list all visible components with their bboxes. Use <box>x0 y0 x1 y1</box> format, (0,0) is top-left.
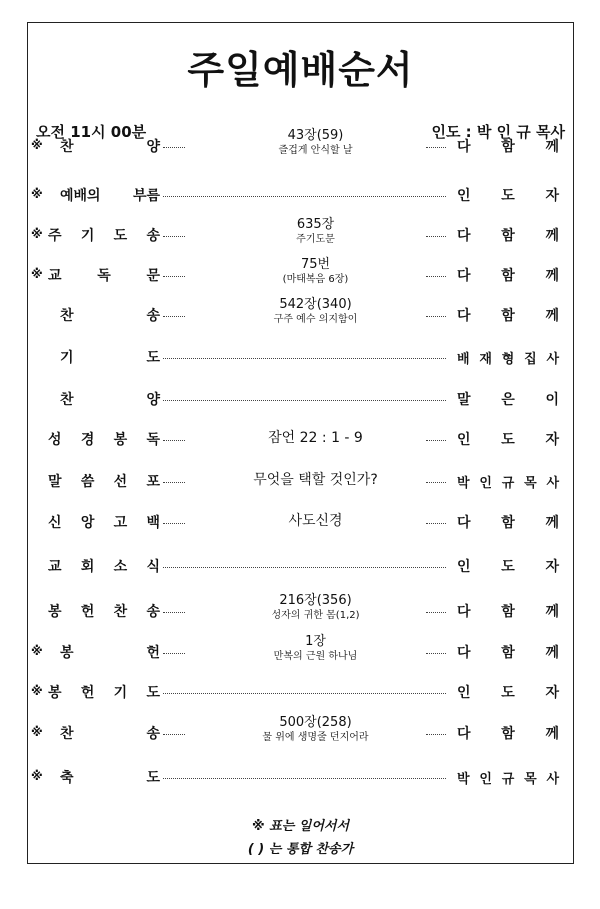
item-performer <box>457 429 559 449</box>
item-detail-main: 잠언 22 : 1 - 9 <box>268 430 363 446</box>
item-label-part: 송 <box>146 604 160 620</box>
item-performer-part: 도 <box>501 559 515 575</box>
item-label <box>48 429 160 449</box>
item-label-part: 도 <box>146 685 160 701</box>
item-label-part: 부름 <box>132 188 160 204</box>
item-performer <box>457 347 559 367</box>
item-detail-main: 500장(258) <box>279 715 352 730</box>
item-label-part: 송 <box>146 228 160 244</box>
item-label-part: 독 <box>146 432 160 448</box>
dotted-leader <box>163 693 446 694</box>
item-performer <box>457 471 559 491</box>
item-performer-part: 인 <box>479 475 492 491</box>
standing-mark: ※ <box>31 684 43 698</box>
item-label <box>60 305 160 325</box>
item-performer-part: 사 <box>546 475 559 491</box>
item-detail-main: 43장(59) <box>287 128 344 143</box>
standing-mark: ※ <box>31 267 43 281</box>
item-detail <box>188 430 443 446</box>
dotted-leader <box>163 612 185 613</box>
item-label-part: 봉 <box>48 604 62 620</box>
footer-note-hymnal: ( ) 는 통합 찬송가 <box>247 842 354 857</box>
item-detail-main: 635장 <box>296 217 335 232</box>
item-label-part: 찬 <box>60 392 74 408</box>
item-performer-part: 인 <box>457 685 471 701</box>
item-performer <box>457 601 559 621</box>
item-label <box>60 767 160 787</box>
item-label-part: 봉 <box>48 685 62 701</box>
item-detail <box>188 257 443 286</box>
item-detail-sub: (마태복음 6장) <box>282 274 349 285</box>
item-label-part: 교 <box>48 559 62 575</box>
item-performer-part: 도 <box>501 188 515 204</box>
item-performer-part: 자 <box>545 685 559 701</box>
item-performer-part: 께 <box>545 228 559 244</box>
item-performer-part: 함 <box>501 604 515 620</box>
item-label <box>60 136 160 156</box>
item-label-part: 문 <box>146 268 160 284</box>
item-performer <box>457 767 559 787</box>
item-label-part: 도 <box>146 770 160 786</box>
item-performer-part: 함 <box>501 515 515 531</box>
item-detail-main: 216장(356) <box>279 593 352 608</box>
item-performer-part: 함 <box>501 308 515 324</box>
list-item <box>28 389 573 409</box>
item-performer <box>457 185 559 205</box>
item-label-part: 신 <box>48 515 62 531</box>
item-performer <box>457 225 559 245</box>
dotted-leader <box>163 196 446 197</box>
item-label <box>48 225 160 245</box>
item-performer <box>457 556 559 576</box>
item-performer-part: 다 <box>457 228 471 244</box>
item-label <box>48 601 160 621</box>
item-detail-sub: 구주 예수 의지함이 <box>273 314 358 325</box>
standing-mark: ※ <box>31 769 43 783</box>
item-label-part: 봉 <box>60 645 74 661</box>
list-item <box>28 217 573 245</box>
item-detail <box>188 217 443 246</box>
item-performer-part: 다 <box>457 645 471 661</box>
dotted-leader <box>163 778 446 779</box>
dotted-leader <box>163 236 185 237</box>
dotted-leader <box>163 523 185 524</box>
item-detail-sub: 성자의 귀한 몸(1,2) <box>271 610 360 621</box>
item-detail-sub: 즐겁게 안식할 날 <box>278 145 353 156</box>
item-performer-part: 은 <box>501 392 515 408</box>
dotted-leader <box>163 316 185 317</box>
item-performer-part: 께 <box>545 308 559 324</box>
item-performer-part: 함 <box>501 268 515 284</box>
list-item <box>28 634 573 662</box>
item-detail <box>188 297 443 326</box>
item-label-part: 양 <box>146 392 160 408</box>
item-detail-main: 542장(340) <box>279 297 352 312</box>
item-performer <box>457 389 559 409</box>
item-label-part: 고 <box>113 515 128 531</box>
list-item <box>28 347 573 367</box>
page-title: 주일예배순서 <box>187 48 414 92</box>
item-label-part: 송 <box>146 308 160 324</box>
item-performer <box>457 305 559 325</box>
item-performer <box>457 512 559 532</box>
item-detail <box>188 634 443 663</box>
list-item <box>28 556 573 576</box>
item-label-part: 선 <box>113 474 128 490</box>
footer-note-standing: ※ 표는 일어서서 <box>251 819 350 834</box>
standing-mark: ※ <box>31 227 43 241</box>
item-label <box>60 185 160 205</box>
list-item <box>28 715 573 743</box>
item-performer-part: 재 <box>479 351 492 367</box>
item-detail <box>188 593 443 622</box>
standing-mark: ※ <box>31 187 43 201</box>
item-performer-part: 함 <box>501 645 515 661</box>
item-label-part: 도 <box>113 228 128 244</box>
item-performer-part: 께 <box>545 139 559 155</box>
item-performer <box>457 682 559 702</box>
item-label-part: 독 <box>97 268 111 284</box>
item-detail <box>188 128 443 157</box>
item-performer-part: 함 <box>501 139 515 155</box>
item-label-part: 봉 <box>113 432 128 448</box>
item-performer <box>457 723 559 743</box>
item-detail-sub: 물 위에 생명줄 던지어라 <box>262 732 369 743</box>
item-performer-part: 다 <box>457 268 471 284</box>
item-performer-part: 도 <box>501 432 515 448</box>
item-performer <box>457 136 559 156</box>
item-performer-part: 도 <box>501 685 515 701</box>
item-performer <box>457 265 559 285</box>
item-performer-part: 이 <box>545 392 559 408</box>
item-label-part: 양 <box>146 139 160 155</box>
item-performer-part: 께 <box>545 515 559 531</box>
item-label-part: 예배의 <box>60 188 101 204</box>
item-performer-part: 형 <box>501 351 515 367</box>
item-performer-part: 다 <box>457 308 471 324</box>
item-performer-part: 규 <box>501 475 515 491</box>
dotted-leader <box>163 653 185 654</box>
item-performer-part: 함 <box>501 228 515 244</box>
item-performer-part: 함 <box>501 726 515 742</box>
item-performer-part: 자 <box>545 432 559 448</box>
item-label <box>48 556 160 576</box>
bulletin-sheet <box>27 22 574 864</box>
item-detail-sub: 주기도문 <box>296 234 335 245</box>
list-item <box>28 593 573 621</box>
list-item <box>28 429 573 449</box>
dotted-leader <box>163 567 446 568</box>
item-label-part: 앙 <box>80 515 95 531</box>
item-label-part: 식 <box>146 559 160 575</box>
item-performer-part: 인 <box>457 432 471 448</box>
list-item <box>28 257 573 285</box>
item-label <box>48 471 160 491</box>
dotted-leader <box>163 734 185 735</box>
item-label-part: 포 <box>146 474 160 490</box>
list-item <box>28 471 573 491</box>
item-label <box>60 723 160 743</box>
service-leader: 인도 : 박 인 규 목사 <box>431 123 565 141</box>
item-detail <box>188 513 443 529</box>
item-label-part: 소 <box>113 559 128 575</box>
item-performer-part: 께 <box>545 726 559 742</box>
standing-mark: ※ <box>31 725 43 739</box>
item-detail-main: 사도신경 <box>288 513 343 529</box>
item-detail-main: 75번 <box>300 257 331 272</box>
item-performer-part: 자 <box>545 188 559 204</box>
dotted-leader <box>163 276 185 277</box>
list-item <box>28 297 573 325</box>
list-item <box>28 512 573 532</box>
service-time: 오전 11시 00분 <box>36 123 147 141</box>
item-label <box>48 512 160 532</box>
item-label-part: 씀 <box>80 474 95 490</box>
item-performer-part: 집 <box>524 351 537 367</box>
item-performer-part: 목 <box>524 771 537 787</box>
item-performer-part: 사 <box>546 351 559 367</box>
item-performer-part: 다 <box>457 604 471 620</box>
item-label <box>60 642 160 662</box>
item-label <box>60 347 160 367</box>
item-performer-part: 말 <box>457 392 471 408</box>
item-performer-part: 목 <box>524 475 537 491</box>
item-performer-part: 자 <box>545 559 559 575</box>
item-label-part: 주 <box>48 228 62 244</box>
item-performer-part: 다 <box>457 139 471 155</box>
item-label-part: 교 <box>48 268 62 284</box>
item-label-part: 헌 <box>146 645 160 661</box>
item-label-part: 경 <box>80 432 95 448</box>
item-performer-part: 인 <box>479 771 492 787</box>
item-performer-part: 인 <box>457 188 471 204</box>
item-label-part: 송 <box>146 726 160 742</box>
item-label-part: 기 <box>80 228 95 244</box>
item-label-part: 백 <box>146 515 160 531</box>
item-label-part: 찬 <box>60 308 74 324</box>
item-performer-part: 사 <box>546 771 559 787</box>
item-performer <box>457 642 559 662</box>
item-label-part: 찬 <box>60 726 74 742</box>
item-performer-part: 박 <box>457 771 470 787</box>
item-label-part: 축 <box>60 770 74 786</box>
item-label <box>60 389 160 409</box>
item-label <box>48 682 160 702</box>
item-detail-sub: 만복의 근원 하나님 <box>273 651 358 662</box>
dotted-leader <box>163 440 185 441</box>
standing-mark: ※ <box>31 644 43 658</box>
item-label-part: 기 <box>60 350 74 366</box>
standing-mark: ※ <box>31 138 43 152</box>
item-performer-part: 배 <box>457 351 470 367</box>
item-performer-part: 다 <box>457 515 471 531</box>
item-label-part: 찬 <box>60 139 74 155</box>
item-performer-part: 박 <box>457 475 470 491</box>
item-label-part: 말 <box>48 474 62 490</box>
item-performer-part: 인 <box>457 559 471 575</box>
item-label-part: 헌 <box>80 685 95 701</box>
dotted-leader <box>163 358 446 359</box>
item-performer-part: 께 <box>545 268 559 284</box>
list-item <box>28 767 573 787</box>
item-label-part: 도 <box>146 350 160 366</box>
list-item <box>28 185 573 205</box>
item-performer-part: 께 <box>545 645 559 661</box>
dotted-leader <box>163 147 185 148</box>
item-detail-main: 무엇을 택할 것인가? <box>253 472 378 488</box>
dotted-leader <box>163 482 185 483</box>
item-label-part: 찬 <box>113 604 128 620</box>
list-item <box>28 682 573 702</box>
item-label <box>48 265 160 285</box>
item-label-part: 성 <box>48 432 62 448</box>
item-label-part: 기 <box>113 685 128 701</box>
item-detail <box>188 715 443 744</box>
item-performer-part: 께 <box>545 604 559 620</box>
dotted-leader <box>163 400 446 401</box>
item-label-part: 헌 <box>80 604 95 620</box>
item-detail <box>188 472 443 488</box>
item-detail-main: 1장 <box>305 634 326 649</box>
item-performer-part: 다 <box>457 726 471 742</box>
item-performer-part: 규 <box>501 771 515 787</box>
item-label-part: 회 <box>80 559 95 575</box>
